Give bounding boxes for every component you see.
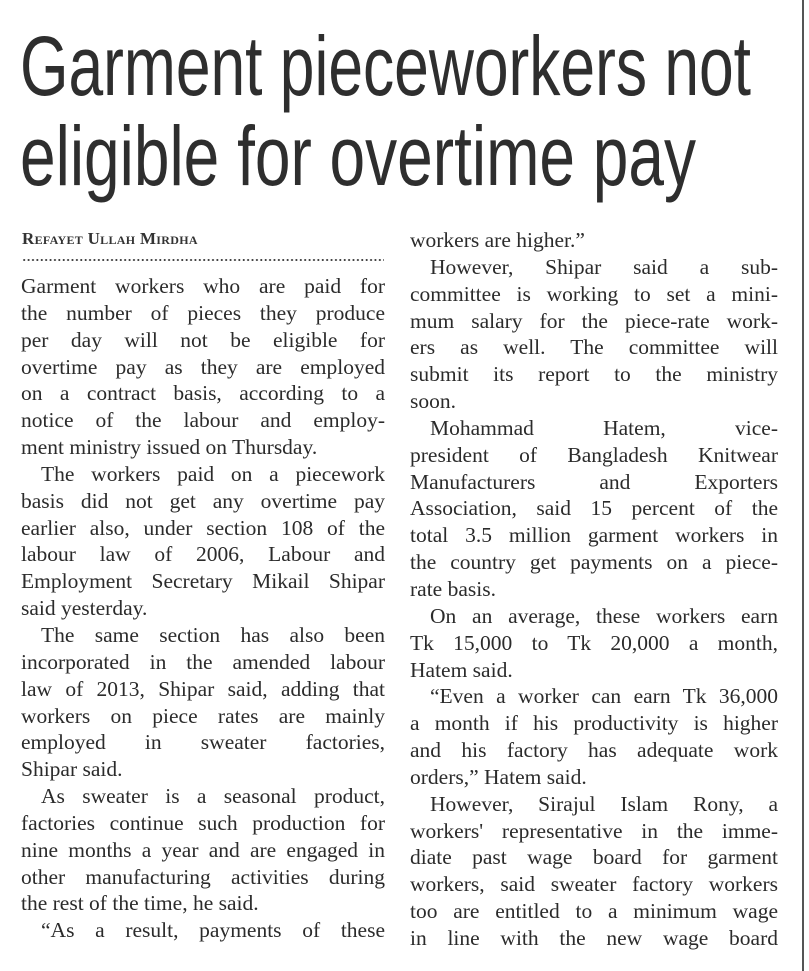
article-paragraph <box>21 622 385 783</box>
article-paragraph <box>410 683 778 790</box>
column-left <box>21 273 385 944</box>
text-line: diate past wage board for garment <box>410 845 778 870</box>
text-line: workers on piece rates are mainly <box>21 703 385 728</box>
article-paragraph <box>410 415 778 603</box>
dotted-divider <box>22 258 384 262</box>
article-paragraph <box>21 917 385 944</box>
headline-line-1: Garment pieceworkers not <box>20 19 751 113</box>
text-line: employed in sweater factories, <box>21 730 385 755</box>
text-line: the rest of the time, he said. <box>21 891 259 916</box>
text-line: “As a result, payments of these <box>41 918 385 943</box>
text-line: factories continue such production for <box>21 810 385 835</box>
article-paragraph <box>21 273 385 461</box>
text-line: mum salary for the piece-rate work- <box>410 308 778 333</box>
text-line: nine months a year and are engaged in <box>21 837 385 862</box>
text-line: Hatem said. <box>410 657 513 682</box>
text-line: earlier also, under section 108 of the <box>21 515 385 540</box>
article-paragraph <box>410 227 778 254</box>
text-line: soon. <box>410 389 456 414</box>
text-line: Tk 15,000 to Tk 20,000 a month, <box>410 630 778 655</box>
text-line: ers as well. The committee will <box>410 335 778 360</box>
text-line: in line with the new wage board <box>410 925 778 950</box>
article-paragraph <box>410 791 778 952</box>
text-line: Employment Secretary Mikail Shipar <box>21 569 385 594</box>
text-line: Manufacturers and Exporters <box>410 469 778 494</box>
article-paragraph <box>410 254 778 415</box>
text-line: Shipar said. <box>21 757 123 782</box>
text-line: “Even a worker can earn Tk 36,000 <box>430 684 778 709</box>
text-line: Mohammad Hatem, vice- <box>430 415 778 440</box>
text-line: too are entitled to a minimum wage <box>410 899 778 924</box>
text-line: However, Sirajul Islam Rony, a <box>430 791 778 816</box>
text-line: As sweater is a seasonal product, <box>41 784 385 809</box>
text-line: However, Shipar said a sub- <box>430 254 778 279</box>
text-line: ment ministry issued on Thursday. <box>21 435 318 460</box>
column-right <box>410 227 778 952</box>
text-line: total 3.5 million garment workers in <box>410 523 778 548</box>
text-line: rate basis. <box>410 576 496 601</box>
text-line: the country get payments on a piece- <box>410 550 778 575</box>
text-line: orders,” Hatem said. <box>410 764 587 789</box>
text-line: submit its report to the ministry <box>410 362 778 387</box>
text-line: labour law of 2006, Labour and <box>21 542 385 567</box>
text-line: the number of pieces they produce <box>21 300 385 325</box>
headline-line-2: eligible for overtime pay <box>20 109 696 203</box>
text-line: workers are higher.” <box>410 228 585 252</box>
text-line: on a contract basis, according to a <box>21 381 385 406</box>
text-line: overtime pay as they are employed <box>21 354 385 379</box>
text-line: and his factory has adequate work <box>410 738 778 763</box>
text-line: incorporated in the amended labour <box>21 649 385 674</box>
text-line: basis did not get any overtime pay <box>21 488 385 513</box>
text-line: said yesterday. <box>21 596 148 621</box>
article-paragraph <box>21 461 385 622</box>
text-line: president of Bangladesh Knitwear <box>410 442 778 467</box>
text-line: workers' representative in the imme- <box>410 818 778 843</box>
text-line: law of 2013, Shipar said, adding that <box>21 676 385 701</box>
headline <box>0 0 809 210</box>
text-line: Association, said 15 percent of the <box>410 496 778 521</box>
text-line: Garment workers who are paid for <box>21 274 385 298</box>
article-paragraph <box>21 783 385 917</box>
article-paragraph <box>410 603 778 684</box>
text-line: per day will not be eligible for <box>21 327 385 352</box>
byline: Refayet Ullah Mirdha <box>22 229 198 248</box>
text-line: other manufacturing activities during <box>21 864 385 889</box>
text-line: workers, said sweater factory workers <box>410 872 778 897</box>
text-line: notice of the labour and employ- <box>21 408 385 433</box>
text-line: The workers paid on a piecework <box>41 461 385 486</box>
text-line: a month if his productivity is higher <box>410 711 778 736</box>
text-line: The same section has also been <box>41 622 385 647</box>
text-line: committee is working to set a mini- <box>410 281 778 306</box>
text-line: On an average, these workers earn <box>430 603 778 628</box>
